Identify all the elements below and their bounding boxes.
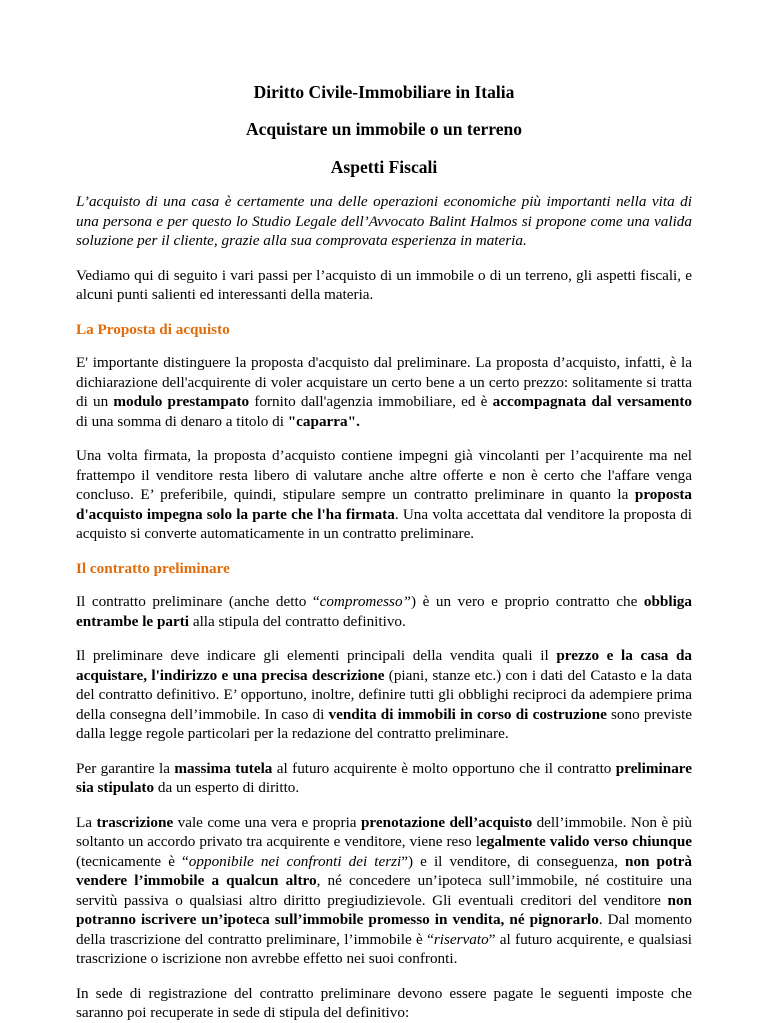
proposta-paragraph-2: Una volta firmata, la proposta d’acquisto contiene impegni già vincolanti per l’acquirente ma nel frattempo il venditore resta libero di valutare anche altre offerte e non è certo che l'affare venga concluso. E’ preferibile, quindi, stipulare sempre un contratto preliminare in quanto la proposta d'acquisto impegna solo la parte che l'ha firmata. Una volta accettata dal venditore la proposta di acquisto si converte automaticamente in un contratto preliminare. bbox=[76, 447, 693, 542]
preliminare-paragraph-4: La trascrizione vale come una vera e propria prenotazione dell’acquisto dell’immobile. Non è più soltanto un accordo privato tra acquirente e venditore, viene reso legalmente valido verso chiunque (tecnicamente è “opponibile nei confronti dei terzi”) e il venditore, di conseguenza, non potrà vendere l’immobile a qualcun altro, né concedere un’ipoteca sull’immobile, né costituire una servitù passiva o qualsiasi altro diritto pregiudizievole. Gli eventuali creditori del venditore non potranno iscrivere un’ipoteca sull’immobile promesso in vendita, né pignorarlo. Dal momento della trascrizione del contratto preliminare, l’immobile è “riservato” al futuro acquirente, e qualsiasi trascrizione o iscrizione non avrebbe effetto nei suoi confronti. bbox=[76, 813, 693, 967]
document-subheading: Aspetti Fiscali bbox=[330, 157, 438, 177]
document-subtitle: Acquistare un immobile o un terreno bbox=[246, 119, 522, 139]
section-heading-preliminare: Il contratto preliminare bbox=[76, 559, 230, 577]
proposta-paragraph-1: E' importante distinguere la proposta d'acquisto dal preliminare. La proposta d’acquisto, infatti, è la dichiarazione dell'acquirente di voler acquistare un certo bene a un certo prezzo: solitamente si tratta di un modulo prestampato fornito dall'agenzia immobiliare, ed è accompagnata dal versamento di una somma di denaro a titolo di "caparra". bbox=[76, 354, 692, 430]
lead-paragraph: Vediamo qui di seguito i vari passi per l’acquisto di un immobile o di un terreno, gli aspetti fiscali, e alcuni punti salienti ed interessanti della materia. bbox=[76, 266, 692, 303]
preliminare-paragraph-1: Il contratto preliminare (anche detto “compromesso”) è un vero e proprio contratto che obbliga entrambe le parti alla stipula del contratto definitivo. bbox=[76, 593, 692, 630]
preliminare-paragraph-5: In sede di registrazione del contratto preliminare devono essere pagate le seguenti imposte che saranno poi recuperate in sede di stipula del definitivo: bbox=[76, 984, 692, 1021]
intro-paragraph: L’acquisto di una casa è certamente una delle operazioni economiche più importanti nella vita di una persona e per questo lo Studio Legale dell’Avvocato Balint Halmos si propone come una valida soluzione per il cliente, grazie alla sua comprovata esperienza in materia. bbox=[76, 193, 692, 249]
document-title: Diritto Civile-Immobiliare in Italia bbox=[253, 82, 515, 102]
preliminare-paragraph-3: Per garantire la massima tutela al futuro acquirente è molto opportuno che il contratto preliminare sia stipulato da un esperto di diritto. bbox=[76, 759, 692, 796]
preliminare-paragraph-2: Il preliminare deve indicare gli elementi principali della vendita quali il prezzo e la casa da acquistare, l'indirizzo e una precisa descrizione (piani, stanze etc.) con i dati del Catasto e la data del contratto definitivo. E’ opportuno, inoltre, definire tutti gli obblighi reciproci da adempiere prima della consegna dell’immobile. In caso di vendita di immobili in corso di costruzione sono previste dalla legge regole particolari per la redazione del contratto preliminare. bbox=[76, 647, 692, 742]
section-heading-proposta: La Proposta di acquisto bbox=[76, 320, 230, 338]
